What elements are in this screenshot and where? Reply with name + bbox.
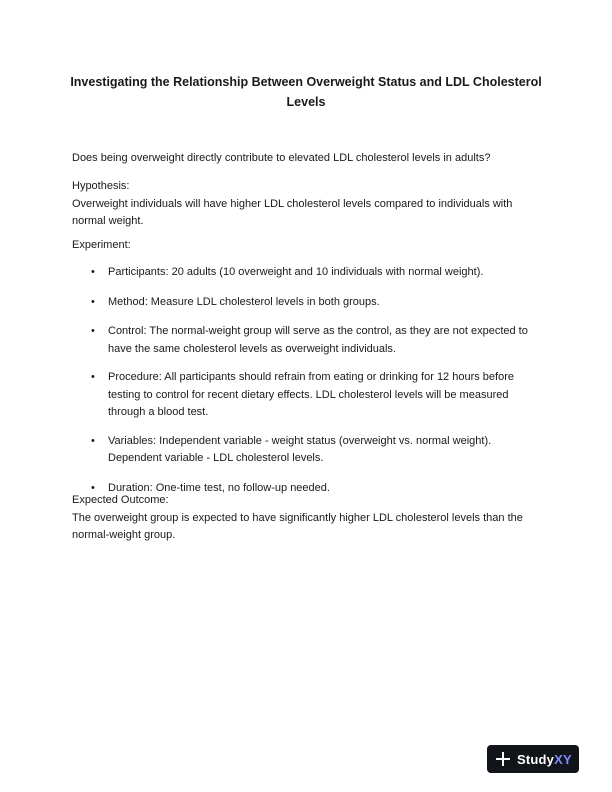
list-item-text: Participants: 20 adults (10 overweight and 10 individuals with normal weight). (108, 266, 484, 278)
brand-main: Study (517, 751, 555, 767)
expected-outcome-text: The overweight group is expected to have significantly higher LDL cholesterol levels than the normal-weight group. (72, 511, 523, 541)
list-item-text: Duration: One-time test, no follow-up needed. (108, 481, 330, 494)
hypothesis-section (72, 178, 542, 231)
bullet-icon: • (91, 371, 95, 383)
bullet-icon: • (91, 325, 95, 337)
bullet-icon: • (91, 481, 95, 494)
expected-outcome-label: Expected Outcome: (72, 494, 169, 506)
bullet-icon: • (91, 434, 95, 447)
research-question: Does being overweight directly contribute to elevated LDL cholesterol levels in adults? (72, 152, 491, 164)
experiment-label: Experiment: (72, 239, 131, 251)
experiment-list (72, 264, 542, 497)
list-item (72, 294, 542, 312)
list-item-text: Procedure: All participants should refrain from eating or drinking for 12 hours before testing to control for recent dietary effects. LDL cholesterol levels will be measured through a blood test. (108, 371, 514, 418)
document-title: Investigating the Relationship Between Overweight Status and LDL Cholesterol Levels (70, 75, 542, 109)
brand-accent: XY (554, 751, 572, 767)
expected-outcome-section (72, 492, 542, 545)
studyxy-badge[interactable] (487, 745, 579, 773)
list-item (72, 323, 542, 358)
list-item (72, 264, 542, 282)
list-item (72, 433, 542, 468)
list-item-text: Variables: Independent variable - weight status (overweight vs. normal weight). Dependent variable - LDL cholesterol levels. (108, 434, 492, 464)
bullet-icon: • (91, 266, 95, 278)
brand-logo (517, 752, 572, 767)
hypothesis-text: Overweight individuals will have higher LDL cholesterol levels compared to individuals with normal weight. (72, 197, 513, 227)
list-item (72, 369, 542, 422)
hypothesis-label: Hypothesis: (72, 180, 130, 192)
list-item-text: Control: The normal-weight group will serve as the control, as they are not expected to have the same cholesterol levels as overweight individuals. (108, 325, 528, 355)
plus-icon (496, 752, 510, 766)
bullet-icon: • (91, 295, 95, 308)
list-item-text: Method: Measure LDL cholesterol levels in both groups. (108, 295, 380, 308)
